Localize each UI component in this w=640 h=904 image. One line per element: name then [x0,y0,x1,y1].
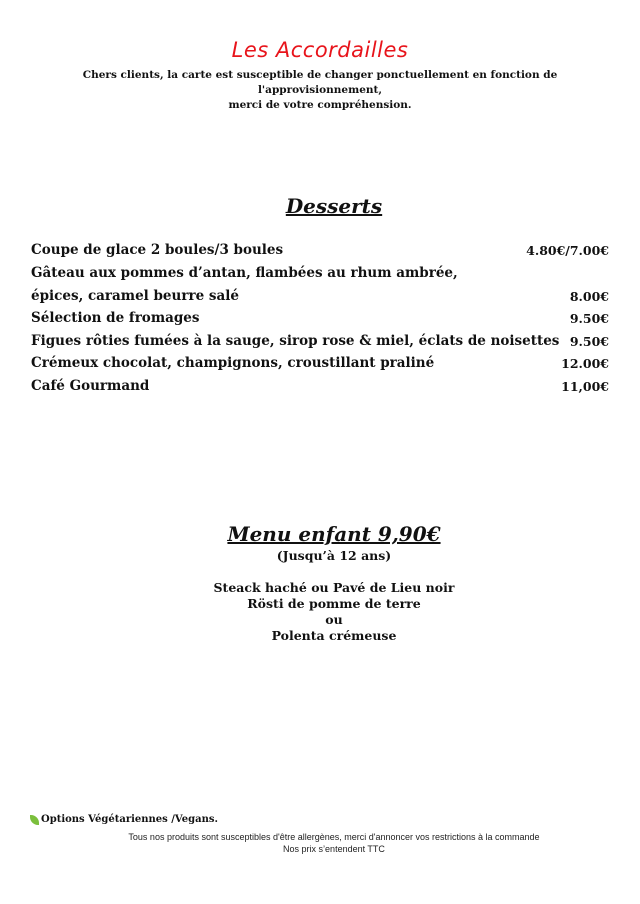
dessert-item [31,285,609,308]
kids-menu-line: Polenta crémeuse [271,628,397,643]
dessert-name: épices, caramel beurre salé [31,288,239,305]
dessert-price: 12.00€ [561,355,609,371]
dessert-name: Coupe de glace 2 boules/3 boules [31,242,284,259]
dessert-price: 9.50€ [569,310,609,326]
price-notice: Nos prix s’entendent TTC [283,844,385,854]
notice-line-1: Chers clients, la carte est susceptible de changer ponctuellement en fonction de l'approvisionnement, [82,69,558,96]
dessert-item [31,330,609,353]
dessert-item [31,352,609,375]
allergen-notice: Tous nos produits sont susceptibles d'être allergènes, merci d'annoncer vos restrictions à la commande [128,832,540,842]
kids-menu-subtitle: (Jusqu’à 12 ans) [276,548,392,563]
dessert-price: 9.50€ [569,333,609,349]
dessert-price: 8.00€ [569,288,609,304]
dessert-name: Figues rôties fumées à la sauge, sirop rose & miel, éclats de noisettes [31,333,560,350]
kids-menu-line: Rösti de pomme de terre [247,596,421,611]
dessert-item [31,307,609,330]
vegetarian-label: Options Végétariennes /Vegans. [41,814,218,825]
dessert-name: Sélection de fromages [31,310,200,327]
dessert-item [31,262,609,285]
kids-menu-line: Steack haché ou Pavé de Lieu noir [213,580,455,595]
leaf-icon [30,815,39,825]
vegetarian-legend [30,814,218,825]
dessert-item [31,375,609,398]
dessert-price: 4.80€/7.00€ [526,242,609,258]
desserts-title: Desserts [285,194,383,218]
dessert-name: Crémeux chocolat, champignons, croustillant praliné [31,355,435,372]
dessert-price: 11,00€ [561,378,609,394]
dessert-name: Café Gourmand [31,378,150,395]
kids-menu-line: ou [325,612,343,627]
menu-notice [30,68,610,113]
dessert-name: Gâteau aux pommes d’antan, flambées au rhum ambrée, [31,265,458,282]
dessert-item [31,239,609,262]
kids-menu-title: Menu enfant 9,90€ [227,522,441,546]
notice-line-2: merci de votre compréhension. [228,99,412,111]
restaurant-name: Les Accordailles [231,38,409,62]
